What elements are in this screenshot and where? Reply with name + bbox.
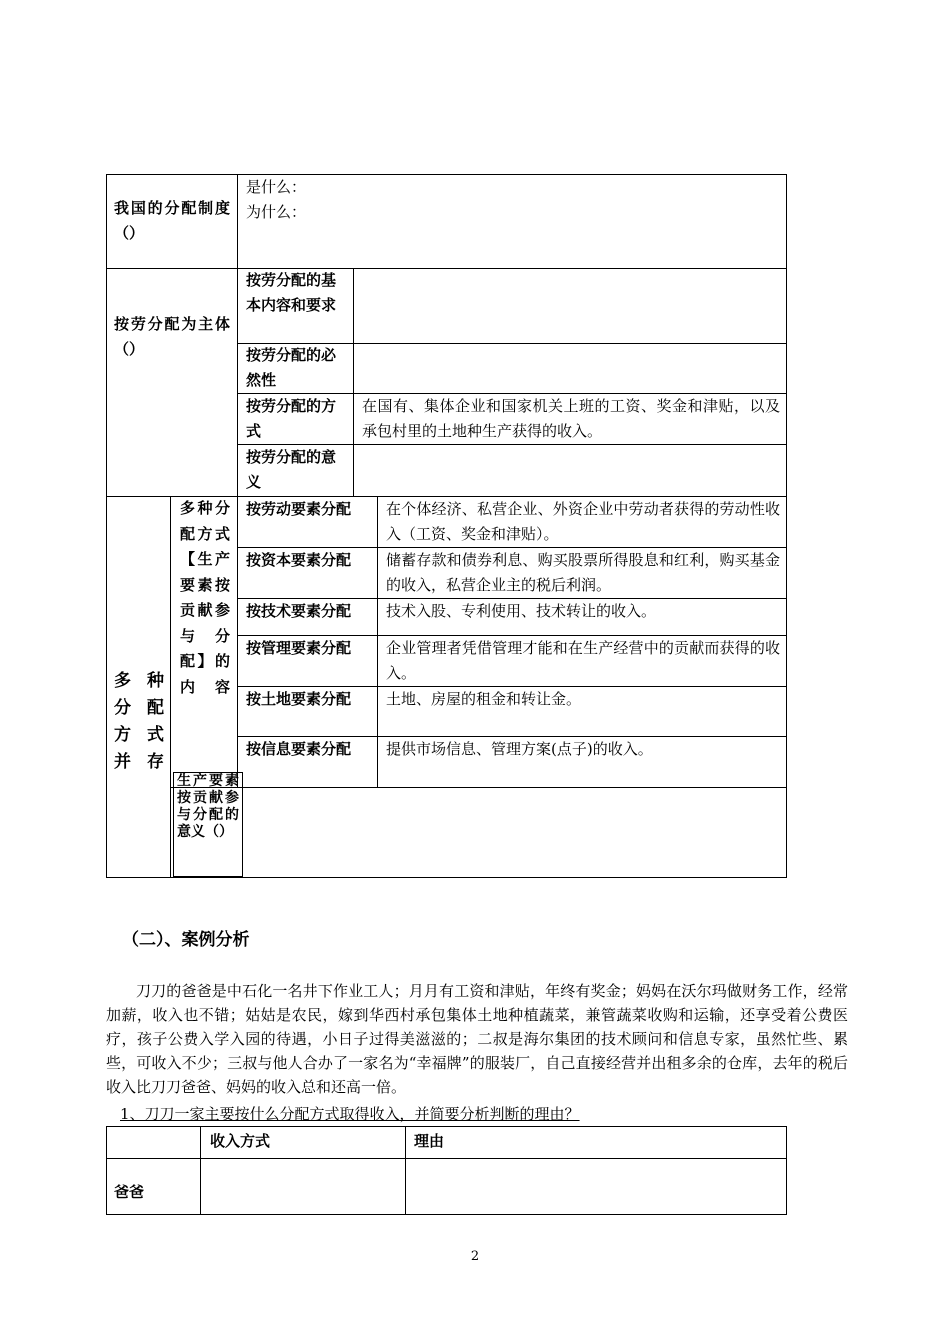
factor-technology-content: 技术入股、专利使用、技术转让的收入。 (386, 602, 657, 620)
multiple-distribution-label: 多种分配方式并存 (114, 671, 164, 772)
case-paragraph: 刀刀的爸爸是中石化一名井下作业工人；月月有工资和津贴，年终有奖金；妈妈在沃尔玛做财务工作，经常加薪，收入也不错；姑姑是农民，嫁到华西村承包集体土地种植蔬菜，兼管蔬菜收购和运输，还享受着公费医疗，孩子公费入学入园的待遇，小日子过得美滋滋的；二叔是海尔集团的技术顾问和信息专家，虽然忙些、累些，可收入不少；三叔与他人合办了一家名为“幸福牌”的服装厂，自己直接经营并出租多余的仓库，去年的税后收入比刀刀爸爸、妈妈的收入总和还高一倍。 (106, 982, 848, 1096)
factor-capital-content: 储蓄存款和债券利息、购买股票所得股息和红利，购买基金的收入，私营企业主的税后利润。 (386, 551, 780, 594)
factor-information-label: 按信息要素分配 (246, 740, 352, 758)
labor-distribution-label: 按劳分配为主体（） (114, 315, 230, 358)
distribution-system-why: 为什么： (246, 203, 307, 221)
answer-row-reason[interactable] (414, 1162, 780, 1210)
case-question: 1、刀刀一家主要按什么分配方式取得收入，并简要分析判断的理由？ (120, 1105, 580, 1123)
factor-capital-label: 按资本要素分配 (246, 551, 352, 569)
factor-significance-label: 生产要素按贡献参与分配的意义（） (177, 773, 239, 840)
factor-labor-content: 在个体经济、私营企业、外资企业中劳动者获得的劳动性收入（工资、奖金和津贴）。 (386, 500, 780, 543)
factor-technology-label: 按技术要素分配 (246, 602, 352, 620)
factor-labor-label: 按劳动要素分配 (246, 500, 352, 518)
answer-header-method: 收入方式 (210, 1132, 271, 1150)
labor-method-content: 在国有、集体企业和国家机关上班的工资、奖金和津贴，以及承包村里的土地种生产获得的收入。 (362, 397, 780, 440)
labor-basic-label: 按劳分配的基本内容和要求 (246, 271, 337, 314)
factor-land-label: 按土地要素分配 (246, 690, 352, 708)
distribution-system-label: 我国的分配制度（） (114, 199, 230, 242)
labor-method-label: 按劳分配的方式 (246, 397, 337, 440)
page-number: 2 (470, 1249, 480, 1264)
case-analysis-heading: （二）、案例分析 (122, 930, 250, 950)
labor-necessity-label: 按劳分配的必然性 (246, 346, 337, 389)
answer-row-method[interactable] (210, 1162, 400, 1210)
factor-information-content: 提供市场信息、管理方案(点子)的收入。 (386, 740, 653, 758)
factor-management-label: 按管理要素分配 (246, 639, 352, 657)
distribution-system-what: 是什么： (246, 178, 307, 196)
answer-row-member: 爸爸 (114, 1183, 145, 1201)
factor-management-content: 企业管理者凭借管理才能和在生产经营中的贡献而获得的收入。 (386, 639, 780, 682)
answer-header-reason: 理由 (414, 1132, 445, 1150)
factor-distribution-sublabel: 多种分配方式【生产要素按贡献参与分配】的内容 (180, 499, 230, 696)
factor-land-content: 土地、房屋的租金和转让金。 (386, 690, 582, 708)
labor-significance-label: 按劳分配的意义 (246, 448, 337, 491)
